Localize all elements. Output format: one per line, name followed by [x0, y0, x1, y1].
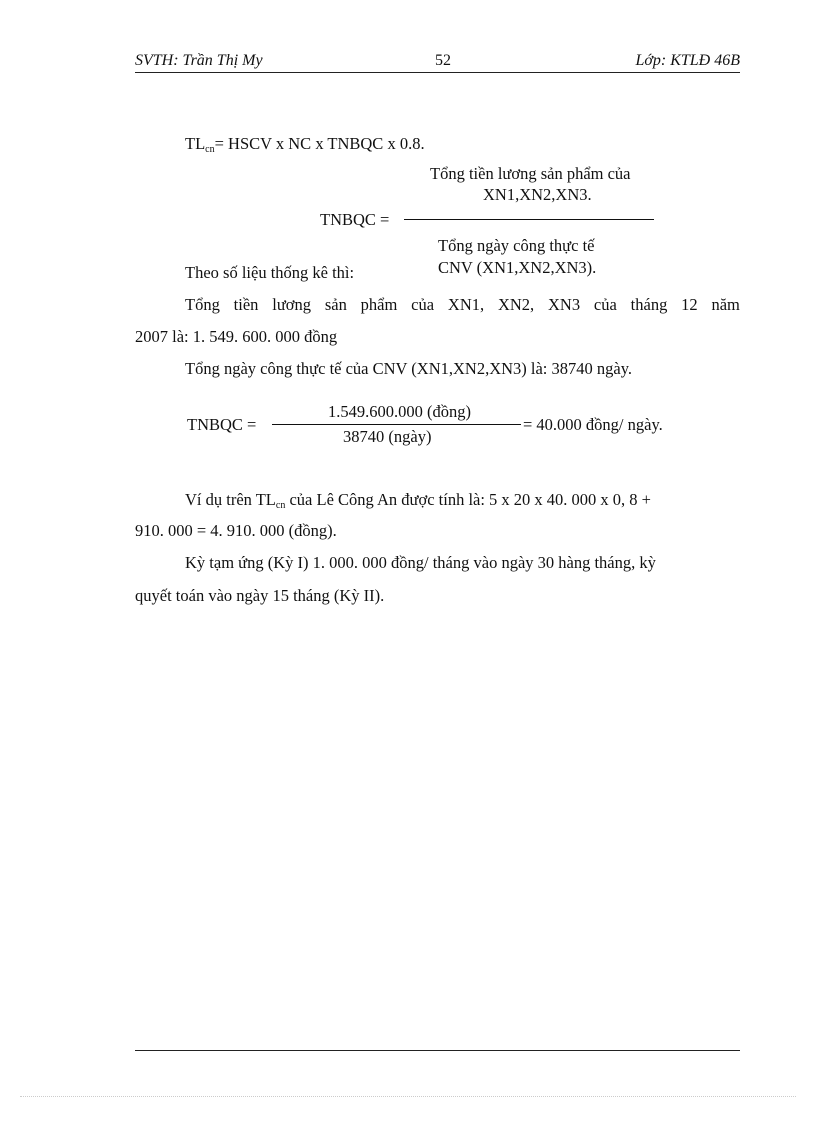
formula-tlcn [185, 134, 425, 154]
header-class: Lớp: KTLĐ 46B [635, 52, 740, 69]
paragraph-3-line2: 910. 000 = 4. 910. 000 (đồng). [135, 521, 337, 540]
fraction2-denominator-line2: CNV (XN1,XN2,XN3). [438, 258, 597, 277]
header-author: SVTH: Trần Thị My [135, 52, 263, 69]
formula-tl: TL [185, 134, 206, 153]
fraction3-result: = 40.000 đồng/ ngày. [523, 415, 663, 434]
fraction3-denominator: 38740 (ngày) [343, 427, 432, 446]
fraction2-lhs: TNBQC = [320, 210, 390, 229]
fraction3-numerator: 1.549.600.000 (đồng) [328, 402, 471, 421]
stats-intro: Theo số liệu thống kê thì: [185, 263, 355, 282]
paragraph-1-line2: 2007 là: 1. 549. 600. 000 đồng [135, 327, 338, 346]
formula-tl-rhs: = HSCV x NC x TNBQC x 0.8. [214, 134, 425, 153]
fraction3-bar [272, 424, 521, 425]
footer-rule [135, 1050, 740, 1051]
page-header [135, 50, 740, 73]
paragraph-1-line1: Tổng tiền lương sản phẩm của XN1, XN2, XN3 của tháng 12 năm [185, 295, 740, 314]
paragraph-4-line2: quyết toán vào ngày 15 tháng (Kỳ II). [135, 586, 385, 605]
formula-tl-subscript: cn [205, 144, 215, 155]
header-page-number: 52 [435, 52, 451, 69]
page-bottom-dotted-edge [20, 1096, 796, 1097]
fraction2-denominator-line1: Tổng ngày công thực tế [438, 236, 595, 255]
paragraph-3-line1: Ví dụ trên $TL_{cn}$ của Lê Công An được tính là: 5 x 20 x 40. 000 x 0, 8 + [185, 490, 651, 511]
fraction2-numerator-line2: XN1,XN2,XN3. [483, 185, 592, 204]
fraction3-lhs: TNBQC = [187, 415, 257, 434]
paragraph-4-line1: Kỳ tạm ứng (Kỳ I) 1. 000. 000 đồng/ tháng vào ngày 30 hàng tháng, kỳ [185, 553, 656, 572]
paragraph-2: Tổng ngày công thực tế của CNV (XN1,XN2,XN3) là: 38740 ngày. [185, 359, 633, 378]
fraction2-numerator-line1: Tổng tiền lương sản phẩm của [430, 164, 631, 183]
fraction2-bar [404, 219, 654, 220]
